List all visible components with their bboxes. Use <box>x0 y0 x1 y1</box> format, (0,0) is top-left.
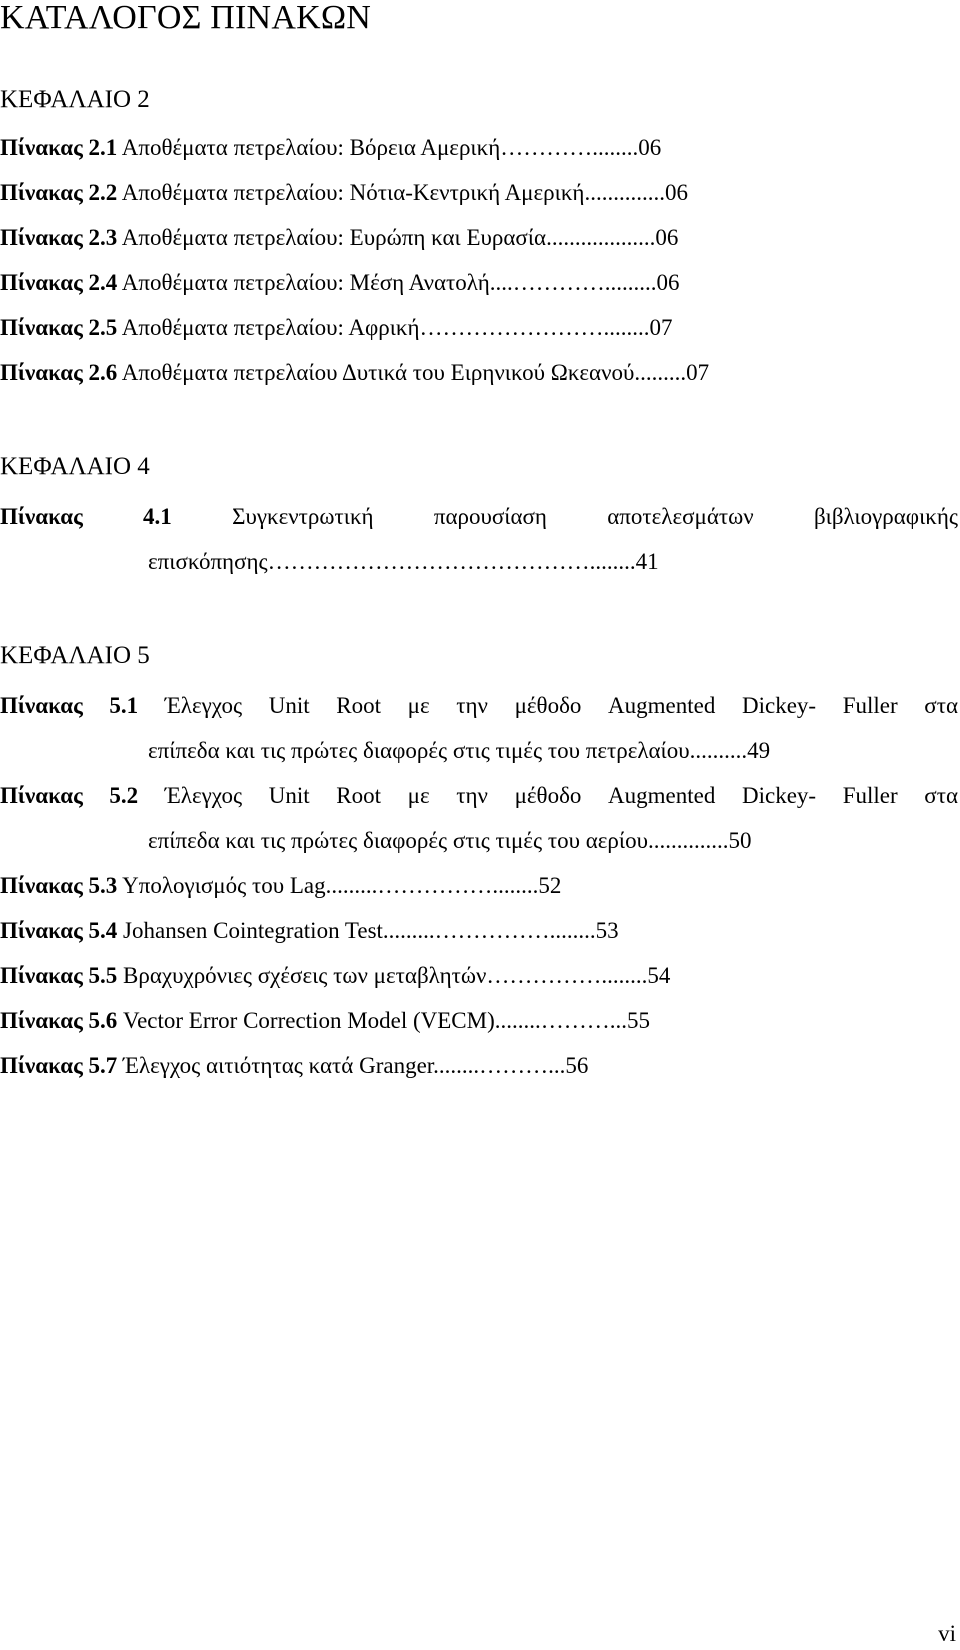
entry-label: Πίνακας 2.4 <box>0 270 118 295</box>
entry-label: Πίνακας 2.1 <box>0 135 118 160</box>
entry-text: Έλεγχος Unit Root με την μέθοδο Augmented Dickey- Fuller στα <box>138 783 959 808</box>
entry-label: Πίνακας 5.4 <box>0 918 118 943</box>
entry-text: Έλεγχος Unit Root με την μέθοδο Augmented Dickey- Fuller στα <box>138 693 959 718</box>
entry-text: Έλεγχος αιτιότητας κατά Granger........………...56 <box>117 1053 589 1078</box>
page-number: vi <box>938 1621 956 1646</box>
entry-text: Αποθέματα πετρελαίου: Νότια-Κεντρική Αμερική..............06 <box>117 180 688 205</box>
toc-entry <box>0 1052 588 1080</box>
entry-text: Αποθέματα πετρελαίου Δυτικά του Ειρηνικού Ωκεανού.........07 <box>117 360 710 385</box>
entry-text: Αποθέματα πετρελαίου: Ευρώπη και Ευρασία...................06 <box>117 225 679 250</box>
chapter-heading: ΚΕΦΑΛΑΙΟ 2 <box>0 86 150 113</box>
toc-entry <box>0 782 958 810</box>
toc-entry <box>0 314 673 342</box>
entry-label: Πίνακας 5.3 <box>0 873 118 898</box>
toc-entry <box>0 224 678 252</box>
entry-label: Πίνακας 4.1 <box>0 504 172 529</box>
toc-entry <box>0 1007 650 1035</box>
entry-text: Υπολογισμός του Lag.........……………........52 <box>117 873 562 898</box>
toc-entry <box>0 134 661 162</box>
page-title: ΚΑΤΑΛΟΓΟΣ ΠΙΝΑΚΩΝ <box>0 0 372 36</box>
toc-entry-continuation: επίπεδα και τις πρώτες διαφορές στις τιμές του πετρελαίου..........49 <box>148 738 771 763</box>
toc-entry <box>0 692 958 720</box>
entry-label: Πίνακας 2.5 <box>0 315 118 340</box>
toc-entry <box>0 962 670 990</box>
toc-entry <box>0 179 688 207</box>
entry-label: Πίνακας 2.6 <box>0 360 118 385</box>
toc-entry-continuation: επίπεδα και τις πρώτες διαφορές στις τιμές του αερίου..............50 <box>148 828 752 853</box>
entry-label: Πίνακας 5.7 <box>0 1053 118 1078</box>
toc-entry <box>0 269 680 297</box>
toc-entry <box>0 503 958 531</box>
chapter-heading: ΚΕΦΑΛΑΙΟ 5 <box>0 642 150 669</box>
entry-text: Συγκεντρωτική παρουσίαση αποτελεσμάτων βιβλιογραφικής <box>171 504 958 529</box>
entry-text: Αποθέματα πετρελαίου: Βόρεια Αμερική…………........06 <box>117 135 662 160</box>
toc-entry <box>0 917 619 945</box>
entry-label: Πίνακας 5.5 <box>0 963 118 988</box>
toc-entry <box>0 359 709 387</box>
entry-label: Πίνακας 2.3 <box>0 225 118 250</box>
entry-text: Johansen Cointegration Test.........……………........53 <box>117 918 619 943</box>
entry-label: Πίνακας 2.2 <box>0 180 118 205</box>
entry-text: Αποθέματα πετρελαίου: Αφρική……………………........07 <box>117 315 673 340</box>
toc-entry-continuation: επισκόπησης……………………………………........41 <box>148 549 659 574</box>
toc-entry <box>0 872 561 900</box>
entry-label: Πίνακας 5.6 <box>0 1008 118 1033</box>
entry-text: Αποθέματα πετρελαίου: Μέση Ανατολή....………….........06 <box>117 270 680 295</box>
entry-label: Πίνακας 5.2 <box>0 783 139 808</box>
entry-label: Πίνακας 5.1 <box>0 693 139 718</box>
chapter-heading: ΚΕΦΑΛΑΙΟ 4 <box>0 453 150 480</box>
entry-text: Vector Error Correction Model (VECM)........………...55 <box>117 1008 651 1033</box>
entry-text: Βραχυχρόνιες σχέσεις των μεταβλητών……………........54 <box>117 963 671 988</box>
